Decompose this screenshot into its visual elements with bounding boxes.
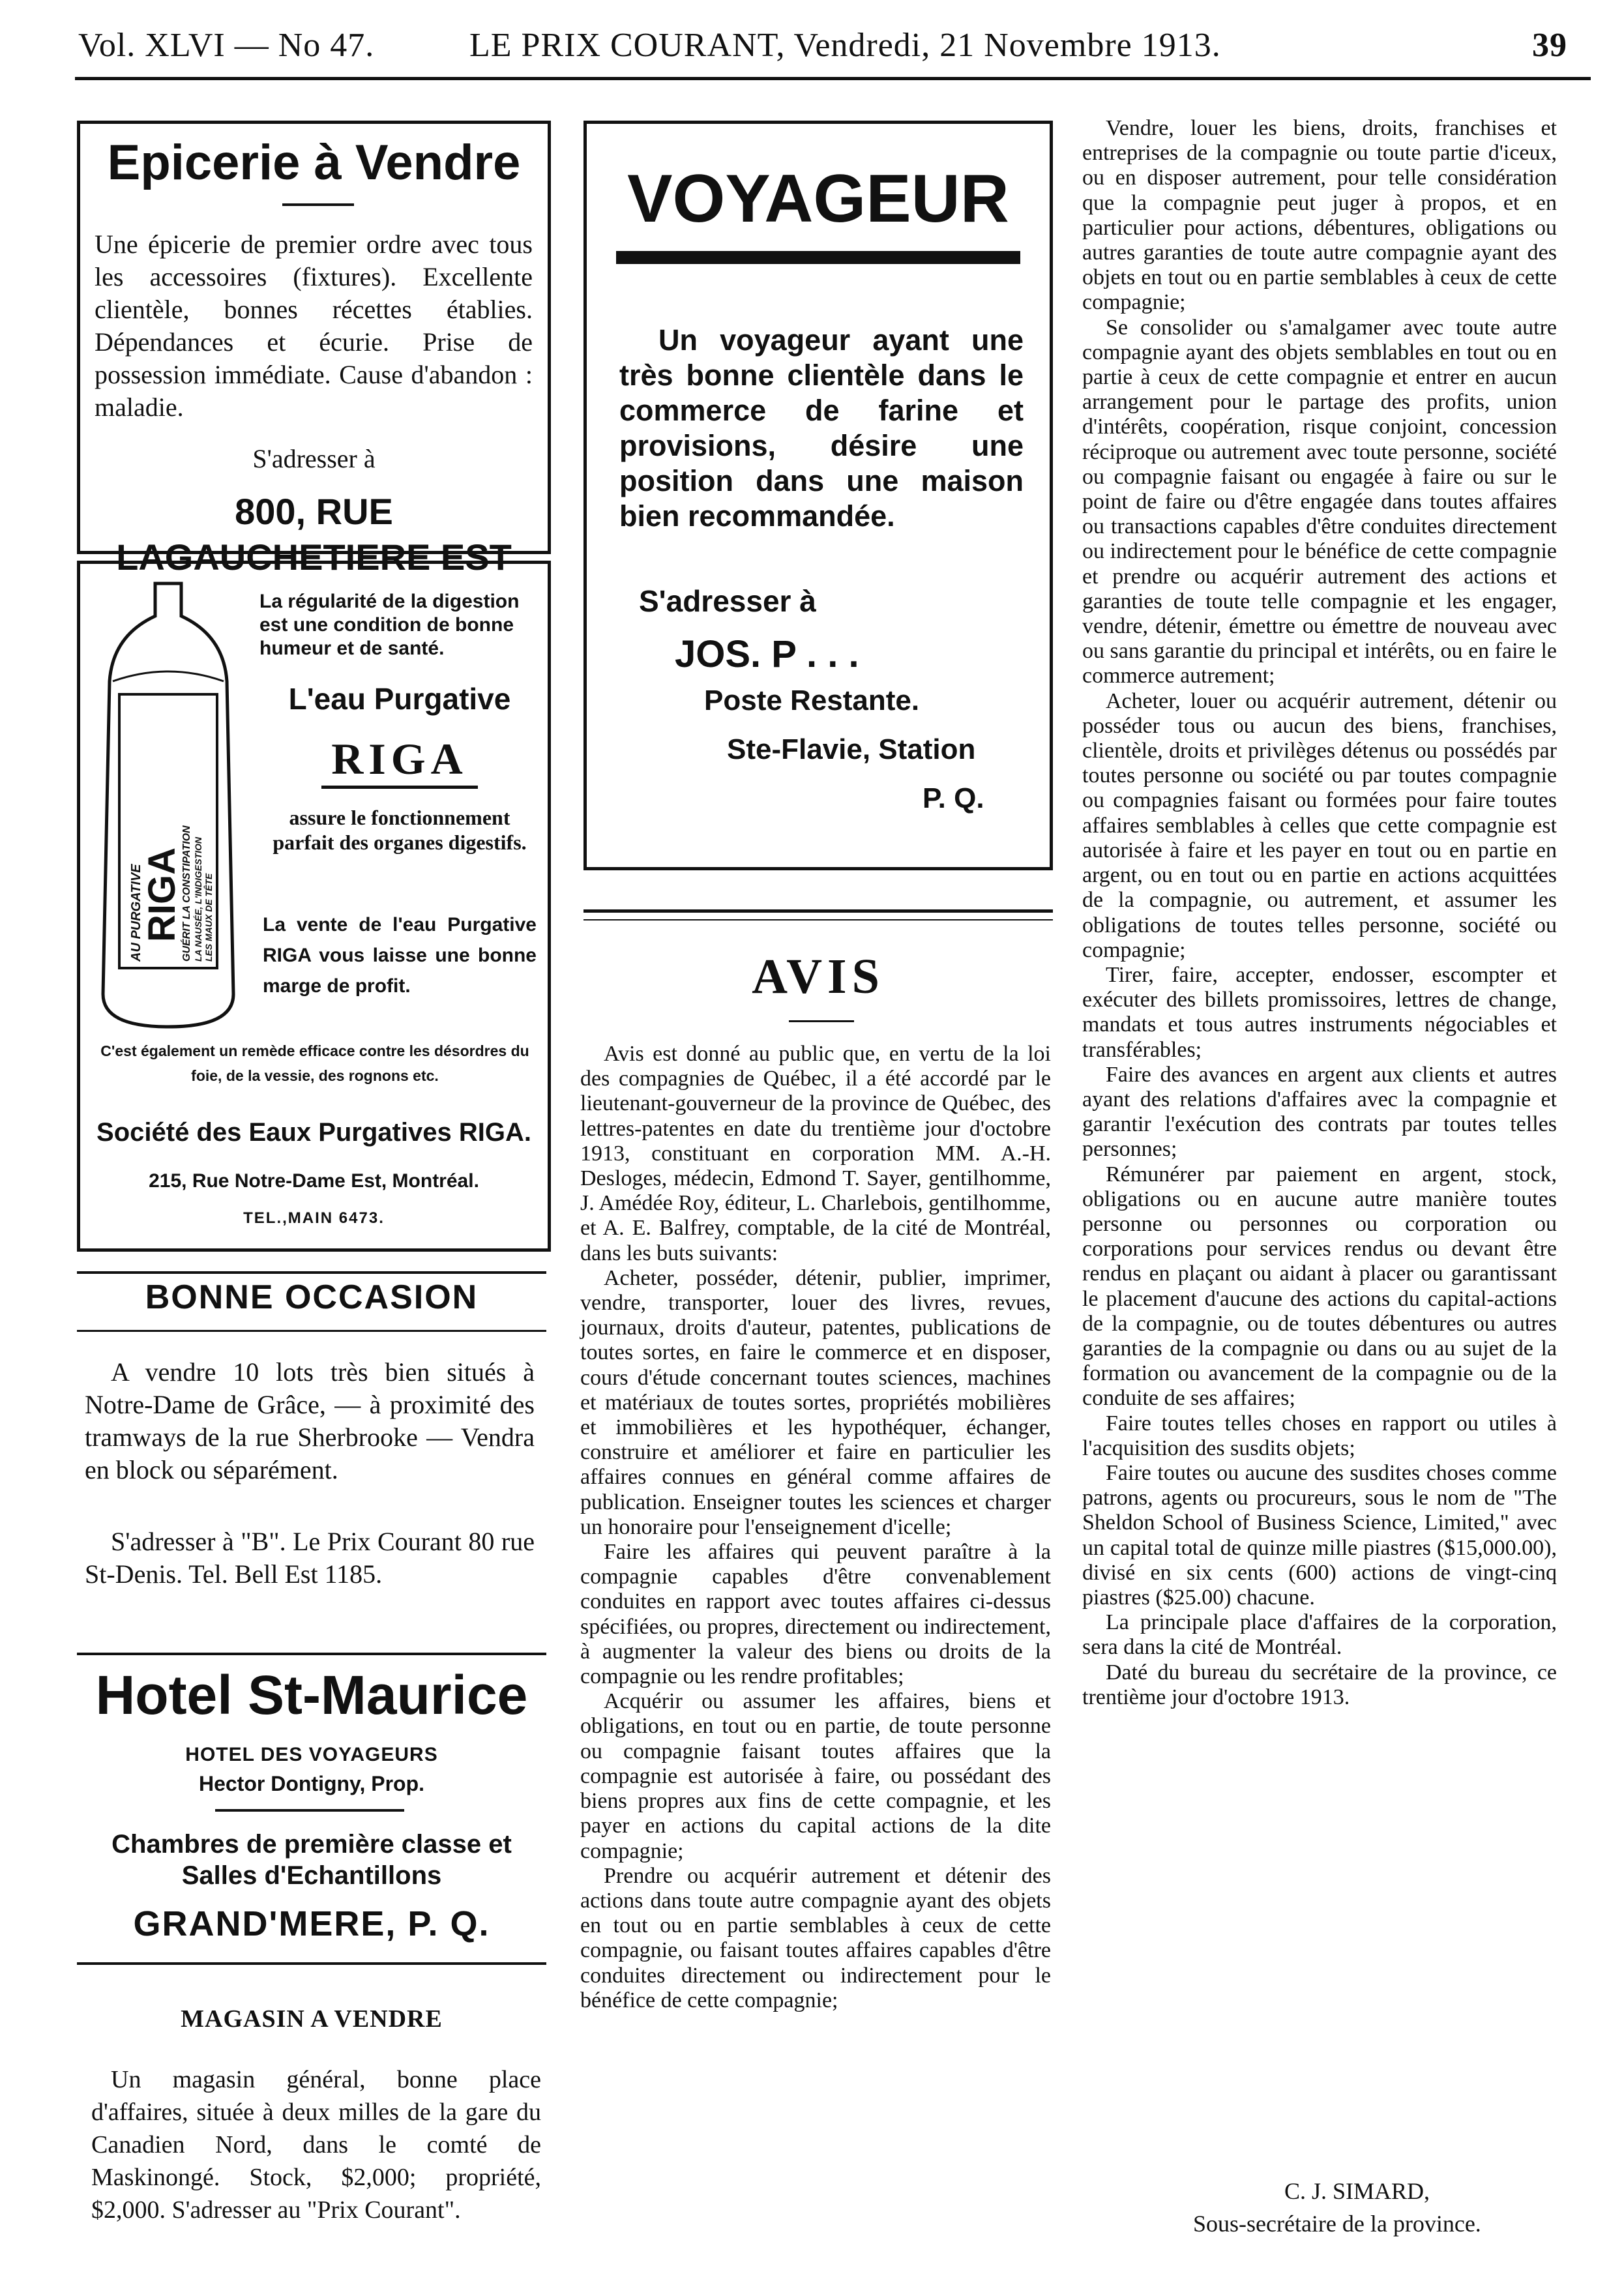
bottle-label-3: LA NAUSÉE, L'INDIGESTION — [193, 836, 203, 962]
page-number: 39 — [1532, 27, 1567, 64]
riga-remedy: C'est également un remède efficace contre les désordres du foie, de la vessie, des rognons etc. — [100, 1042, 529, 1084]
hotel-subtitle: HOTEL DES VOYAGEURS — [185, 1744, 438, 1765]
riga-brand: RIGA — [331, 734, 468, 784]
hotel-rooms: Chambres de première classe et Salles d'Echantillons — [111, 1830, 512, 1890]
riga-phone: TEL.,MAIN 6473. — [243, 1209, 385, 1227]
hotel-proprietor: Hector Dontigny, Prop. — [198, 1772, 425, 1795]
avis-paragraph: Faire des avances en argent aux clients et autres ayant des relations d'affaires avec la compagnie et garantir l'exécution des contrats par toutes telles personnes; — [1082, 1062, 1557, 1162]
ad-epicerie — [77, 121, 551, 578]
hotel-title: Hotel St-Maurice — [95, 1664, 528, 1726]
epicerie-title: Epicerie à Vendre — [107, 135, 521, 190]
bonne-occasion-contact: S'adresser à "B". Le Prix Courant 80 rue St-Denis. Tel. Bell Est 1185. — [85, 1527, 535, 1589]
bottle-label-4: LES MAUX DE TÊTE — [203, 873, 214, 962]
bottle-label-1: AU PURGATIVE — [129, 864, 143, 962]
avis-paragraph: La principale place d'affaires de la corporation, sera dans la cité de Montréal. — [1082, 1610, 1557, 1660]
avis-paragraph: Acheter, louer ou acquérir autrement, détenir ou posséder tous ou aucun des biens, franchises, clientèle, droits et privilèges détenus ou possédés par toutes personne ou société ou par toutes compagnie ou compagnies faisant ou formées pour faire toutes affaires semblables à celles que cette compagnie est autorisée à faire et les payer en tout ou en partie en argent, ou en tout ou en partie en actions acquittées de la compagnie, ou autrement, et assumer les obligations de toutes telles personne, société ou compagnie; — [1082, 688, 1557, 962]
voyageur-title: VOYAGEUR — [627, 161, 1009, 237]
divider — [77, 1653, 546, 1655]
brand-underline — [321, 786, 478, 789]
avis-column-2 — [580, 1042, 1051, 2013]
ad-voyageur — [583, 121, 1053, 870]
epicerie-address: 800, RUE LAGAUCHETIERE EST — [116, 491, 512, 578]
voyageur-name: JOS. P . . . — [675, 633, 859, 675]
bonne-occasion-title: BONNE OCCASION — [145, 1278, 479, 1316]
heavy-rule — [616, 251, 1020, 264]
epicerie-contact: S'adresser à — [252, 444, 376, 473]
divider — [282, 203, 354, 206]
riga-bottle-illustration — [93, 577, 243, 1033]
page-header — [78, 26, 1584, 78]
voyageur-contact: S'adresser à — [639, 584, 816, 618]
avis-paragraph: Rémunérer par paiement en argent, stock, obligations ou en aucune autre manière toutes personne ou personnes ou corporation ou corporations pour services rendus ou devant être rendus en plaçant ou aidant à placer ou garantissant le placement d'aucune des actions du capital-actions de la compagnie, ou de toutes débentures ou autres garanties de la compagnie ou dans ou au sujet de la formation ou avancement de la compagnie ou de la conduite de ses affaires; — [1082, 1162, 1557, 1411]
avis-paragraph: Avis est donné au public que, en vertu de la loi des compagnies de Québec, il a été accordé par le lieutenant-gouverneur de la province de Québec, des lettres-patentes en date du trentième jour d'octobre 1913, constituant en corporation MM. A.-H. Desloges, médecin, Edmond T. Sayer, gentilhomme, J. Amédée Roy, éditeur, L. Charlebois, gentilhomme, et A. E. Balfrey, comptable, de la cité de Montréal, dans les buts suivants: — [580, 1042, 1051, 1265]
avis-column-3 — [1082, 116, 1557, 1710]
avis-paragraph: Daté du bureau du secrétaire de la province, ce trentième jour d'octobre 1913. — [1082, 1660, 1557, 1709]
ad-riga — [77, 561, 551, 1252]
signature-title: Sous-secrétaire de la province. — [1193, 2211, 1481, 2237]
avis-paragraph: Faire toutes telles choses en rapport ou utiles à l'acquisition des susdits objets; — [1082, 1411, 1557, 1460]
riga-company: Société des Eaux Purgatives RIGA. — [96, 1118, 531, 1147]
divider — [77, 1962, 546, 1965]
riga-intro: La régularité de la digestion est une condition de bonne humeur et de santé. — [259, 591, 520, 659]
avis-paragraph: Acquérir ou assumer les affaires, biens et obligations, en tout ou en partie, de toute personne ou compagnie faisant toutes affaires que la compagnie est autorisée à faire, ou possédant des biens propres aux fins de cette compagnie, et les payer en actions du capital actions de la dite compagnie; — [580, 1689, 1051, 1863]
avis-paragraph: Faire toutes ou aucune des susdites choses comme patrons, agents ou procureurs, sous le nom de "The Sheldon School of Business Science, Limited," avec un capital total de quinze mille piastres ($15,000.00), divisé en six cents (600) actions de vingt-cinq piastres ($25.00) chacune. — [1082, 1460, 1557, 1610]
hotel-location: GRAND'MERE, P. Q. — [133, 1904, 490, 1943]
avis-paragraph: Faire les affaires qui peuvent paraître à la compagnie capables d'être convenablement conduites en rapport avec toutes affaires ci-dessus spécifiées, ou propres, directement ou indirectement, à augmenter la valeur des biens ou droits de la compagnie ou les rendre profitables; — [580, 1540, 1051, 1689]
avis-paragraph: Prendre ou acquérir autrement et détenir des actions dans toute autre compagnie ayant des objets en tout ou en partie semblables à ceux de cette compagnie, ou faisant toutes affaires capables d'être conduites directement ou indirectement pour le bénéfice de cette compagnie; — [580, 1863, 1051, 2012]
avis-paragraph: Vendre, louer les biens, droits, franchises et entreprises de la compagnie ou toute partie d'iceux, ou en disposer autrement, pour telle considération que la compagnie peut juger à propos, et en particulier pour actions, débentures, obligations ou autres garanties de toute autre compagnie ayant des objets en tout ou en partie semblables à ceux de cette compagnie; — [1082, 116, 1557, 315]
magasin-body: Un magasin général, bonne place d'affaires, située à deux milles de la gare du Canadien Nord, dans le comté de Maskinongé. Stock, $2,000; propriété, $2,000. S'adresser au "Prix Courant". — [91, 2066, 541, 2224]
voyageur-line2: Ste-Flavie, Station — [727, 733, 976, 765]
divider — [583, 919, 1053, 921]
signature-name: C. J. SIMARD, — [1284, 2178, 1430, 2204]
divider — [77, 1330, 546, 1332]
volume-number: Vol. XLVI — No 47. — [78, 27, 375, 64]
magasin-title: MAGASIN A VENDRE — [181, 2005, 443, 2033]
divider — [77, 1271, 546, 1274]
voyageur-line3: P. Q. — [923, 782, 984, 814]
avis-paragraph: Tirer, faire, accepter, endosser, escompter et exécuter des billets promissoires, lettres de change, mandats et tous autres instruments négociables et transférables; — [1082, 962, 1557, 1062]
riga-benefit: assure le fonctionnement parfait des organes digestifs. — [273, 806, 527, 854]
avis-paragraph: Acheter, posséder, détenir, publier, imprimer, vendre, transporter, louer des livres, revues, journaux, droits d'auteur, patentes, publications de toutes sortes, en faire le commerce et en disposer, cours d'étude concernant toutes sciences, machines et matériaux de toutes sortes, propriétés mobilières et immobilières et les hypothéquer, échanger, construire et améliorer et faire en particulier les affaires connues en général comme affaires de publication. Enseigner toutes les sciences et charger un honoraire pour l'enseignement d'icelle; — [580, 1265, 1051, 1539]
divider — [583, 909, 1053, 913]
voyageur-body: Un voyageur ayant une très bonne clientèle dans le commerce de farine et provisions, désire une position dans une maison bien recommandée. — [619, 323, 1024, 533]
avis-title: AVIS — [752, 949, 885, 1004]
divider — [789, 1020, 854, 1022]
riga-product: L'eau Purgative — [288, 682, 511, 716]
voyageur-line1: Poste Restante. — [704, 685, 920, 716]
riga-address: 215, Rue Notre-Dame Est, Montréal. — [149, 1170, 479, 1192]
bonne-occasion-body: A vendre 10 lots très bien situés à Notre-Dame de Grâce, — à proximité des tramways de la rue Sherbrooke — Vendra en block ou séparément. — [85, 1357, 535, 1484]
epicerie-body: Une épicerie de premier ordre avec tous les accessoires (fixtures). Excellente clientèle, bonnes récettes établies. Dépendances et écurie. Prise de possession immédiate. Cause d'abandon : maladie. — [95, 229, 533, 422]
bottle-label-2: GUÉRIT LA CONSTIPATION — [181, 825, 192, 962]
divider — [215, 1809, 404, 1812]
header-rule — [75, 77, 1591, 80]
riga-sale: La vente de l'eau Purgative RIGA vous laisse une bonne marge de profit. — [263, 914, 537, 997]
bottle-label-brand: RIGA — [141, 847, 183, 942]
newspaper-title: LE PRIX COURANT, Vendredi, 21 Novembre 1913. — [469, 27, 1221, 64]
avis-paragraph: Se consolider ou s'amalgamer avec toute autre compagnie ayant des objets semblables en tout ou en partie à ceux de cette compagnie et entrer en aucun arrangement pour le partage des profits, union d'intérêts, coopération, risque conjoint, concession réciproque ou autrement avec toute personne, société ou compagnie faisant ou engagée à faire ou sur le point de faire ou d'être engagée dans toutes affaires ou transactions capables d'être conduites directement ou indirectement pour le bénéfice de cette compagnie et prendre ou acquérir autrement des actions et garanties de toute telle compagnie et les engager, vendre, détenir, émettre ou émettre de nouveau avec ou sans garantie du principal et intérêts, ou en faire le commerce autrement; — [1082, 315, 1557, 688]
